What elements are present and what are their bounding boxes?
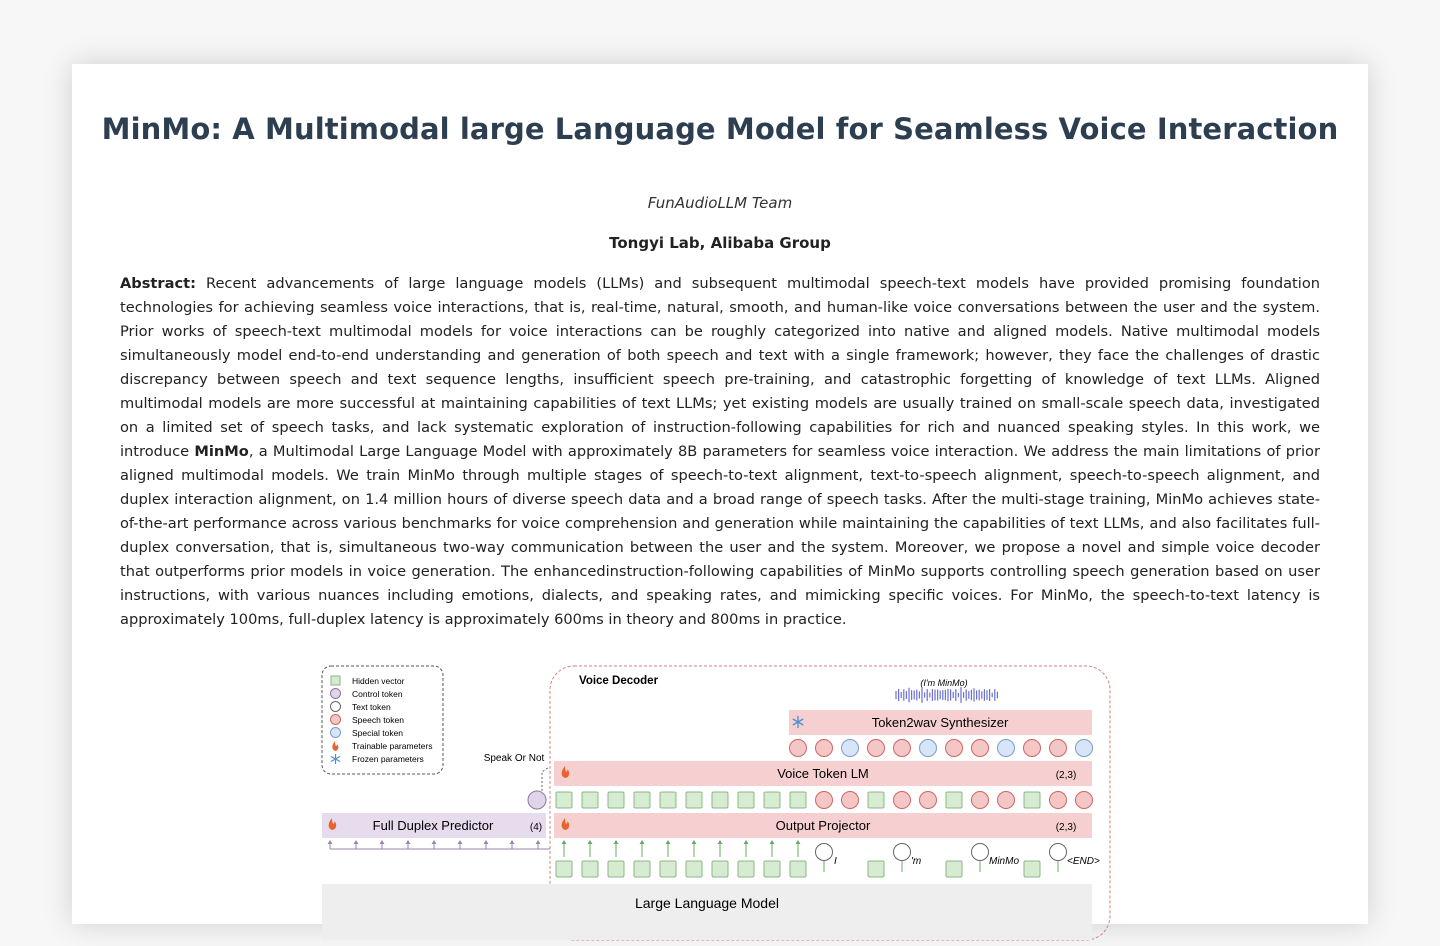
- arrowhead: [614, 840, 619, 844]
- hidden-vector: [712, 792, 728, 808]
- text-token-end: <END>: [1067, 856, 1100, 867]
- full-duplex-label: Full Duplex Predictor: [372, 818, 494, 833]
- waveform-icon: [896, 687, 997, 703]
- speech-token-out: [998, 740, 1015, 757]
- speech-token-in: [1076, 792, 1093, 809]
- output-projector-tag: (2,3): [1055, 822, 1077, 833]
- speech-token-in: [920, 792, 937, 809]
- hidden-vector: [660, 792, 676, 808]
- hidden-vector: [946, 792, 962, 808]
- arrowhead: [510, 840, 515, 844]
- speech-token-out: [1050, 740, 1067, 757]
- arrowhead: [666, 840, 671, 844]
- legend-speech-label: Speech token: [352, 715, 404, 725]
- hidden-vector: [1024, 861, 1040, 877]
- abstract-text-1: Recent advancements of large language models (LLMs) and subsequent multimodal speech-text models have provided promising foundation technologies for achieving seamless voice interactions, that is, real-time, natural, smooth, and human-like voice conversations between the user and the system. Prior works of speech-text multimodal models for voice interactions can be roughly categorized into native and aligned models. Native multimodal models simultaneously model end-to-end understanding and generation of both speech and text with a single framework; however, they face the challenges of drastic discrepancy between speech and text sequence lengths, insufficient speech pre-training, and catastrophic forgetting of knowledge of text LLMs. Aligned multimodal models are more successful at maintaining capabilities of text LLMs; yet existing models are usually trained on small-scale speech data, investigated on a limited set of speech tasks, and lack systematic exploration of instruction-following capabilities for rich and nuanced speaking styles. In this work, we introduce: [120, 275, 1320, 460]
- hidden-vector: [738, 861, 754, 877]
- hidden-vector: [608, 861, 624, 877]
- arrowhead: [588, 840, 593, 844]
- speech-token-out: [842, 740, 859, 757]
- text-token-i: I: [834, 856, 837, 867]
- voice-token-lm-label: Voice Token LM: [777, 766, 869, 781]
- legend-hidden-swatch: [331, 676, 340, 685]
- legend-text-label: Text token: [352, 702, 391, 712]
- voice-token-lm-tag: (2,3): [1055, 770, 1077, 781]
- text-token: [972, 844, 989, 861]
- hidden-vector: [660, 861, 676, 877]
- text-token-minmo: MinMo: [989, 856, 1020, 867]
- token2wav-label: Token2wav Synthesizer: [871, 715, 1009, 730]
- speech-token-out: [1024, 740, 1041, 757]
- speak-or-not-arrow: [542, 767, 549, 791]
- hidden-vector: [868, 861, 884, 877]
- architecture-figure: [320, 662, 1112, 942]
- hidden-vector: [556, 792, 572, 808]
- speech-token-out: [1076, 740, 1093, 757]
- speech-token-in: [894, 792, 911, 809]
- legend-control-label: Control token: [352, 689, 403, 699]
- paper-affiliation: Tongyi Lab, Alibaba Group: [609, 234, 831, 252]
- legend-special-label: Special token: [352, 728, 404, 738]
- abstract-label: Abstract:: [120, 275, 196, 292]
- abstract-model-name: MinMo: [194, 443, 249, 460]
- hidden-vector: [686, 792, 702, 808]
- text-token: [894, 844, 911, 861]
- speech-token-in: [1050, 792, 1067, 809]
- llm-block: [322, 884, 1092, 940]
- speech-token-out: [894, 740, 911, 757]
- full-duplex-tag: (4): [529, 822, 543, 833]
- arrowhead: [380, 840, 385, 844]
- arrowhead: [328, 840, 333, 844]
- arrowhead: [354, 840, 359, 844]
- control-token: [528, 791, 546, 809]
- speech-token-in: [816, 792, 833, 809]
- hidden-vector: [634, 792, 650, 808]
- arrowhead: [484, 840, 489, 844]
- paper-page: [72, 64, 1368, 924]
- arrowhead: [692, 840, 697, 844]
- arrowhead: [536, 840, 541, 844]
- arrowhead: [744, 840, 749, 844]
- architecture-diagram: [320, 662, 1112, 942]
- legend-frozen-label: Frozen parameters: [352, 754, 424, 764]
- text-token-m: 'm: [911, 856, 922, 867]
- text-token: [1050, 844, 1067, 861]
- speech-token-in: [972, 792, 989, 809]
- hidden-vector: [556, 861, 572, 877]
- abstract: [120, 272, 1320, 632]
- speech-token-in: [998, 792, 1015, 809]
- arrowhead: [458, 840, 463, 844]
- hidden-vector: [634, 861, 650, 877]
- paper-author: FunAudioLLM Team: [647, 194, 793, 212]
- speech-token-out: [946, 740, 963, 757]
- output-projector-label: Output Projector: [775, 818, 871, 833]
- paper-title: MinMo: A Multimodal large Language Model for Seamless Voice Interaction: [101, 112, 1339, 146]
- hidden-vector: [790, 861, 806, 877]
- arrowhead: [640, 840, 645, 844]
- legend-text-swatch: [331, 702, 341, 712]
- hidden-vector: [608, 792, 624, 808]
- arrowhead: [718, 840, 723, 844]
- hidden-vector: [946, 861, 962, 877]
- hidden-vector: [764, 861, 780, 877]
- arrowhead: [796, 840, 801, 844]
- hidden-vector: [712, 861, 728, 877]
- hidden-vector: [1024, 792, 1040, 808]
- hidden-vector: [686, 861, 702, 877]
- text-token: [816, 844, 833, 861]
- legend-special-swatch: [331, 728, 341, 738]
- llm-label: Large Language Model: [634, 895, 780, 911]
- abstract-text-2: , a Multimodal Large Language Model with approximately 8B parameters for seamless voice interaction. We address the main limitations of prior aligned multimodal models. We train MinMo through multiple stages of speech-to-text alignment, text-to-speech alignment, speech-to-speech alignment, and duplex interaction alignment, on 1.4 million hours of diverse speech data and a broad range of speech tasks. After the multi-stage training, MinMo achieves state-of-the-art performance across various benchmarks for voice comprehension and generation while maintaining the capabilities of text LLMs, and also facilitates full-duplex conversation, that is, simultaneous two-way communication between the user and the system. Moreover, we propose a novel and simple voice decoder that outperforms prior models in voice generation. The enhancedinstruction-following capabilities of MinMo supports controlling speech generation based on user instructions, with various nuances including emotions, dialects, and speaking rates, and mimicking specific voices. For MinMo, the speech-to-text latency is approximately 100ms, full-duplex latency is approximately 600ms in theory and 800ms in practice.: [120, 443, 1320, 628]
- hidden-vector: [790, 792, 806, 808]
- speech-token-out: [816, 740, 833, 757]
- legend-hidden-label: Hidden vector: [352, 676, 405, 686]
- voice-decoder-label: Voice Decoder: [579, 675, 659, 687]
- arrowhead: [432, 840, 437, 844]
- hidden-vector: [582, 792, 598, 808]
- legend-trainable-label: Trainable parameters: [352, 741, 433, 751]
- arrowhead: [770, 840, 775, 844]
- speech-token-out: [790, 740, 807, 757]
- arrowhead: [406, 840, 411, 844]
- legend-control-swatch: [331, 689, 341, 699]
- speech-token-out: [868, 740, 885, 757]
- waveform-caption: (I'm MinMo): [920, 678, 968, 688]
- speech-token-out: [920, 740, 937, 757]
- legend-speech-swatch: [331, 715, 341, 725]
- hidden-vector: [868, 792, 884, 808]
- hidden-vector: [582, 861, 598, 877]
- speak-or-not-label: Speak Or Not: [483, 753, 545, 764]
- arrowhead: [562, 840, 567, 844]
- hidden-vector: [764, 792, 780, 808]
- hidden-vector: [738, 792, 754, 808]
- speech-token-in: [842, 792, 859, 809]
- speech-token-out: [972, 740, 989, 757]
